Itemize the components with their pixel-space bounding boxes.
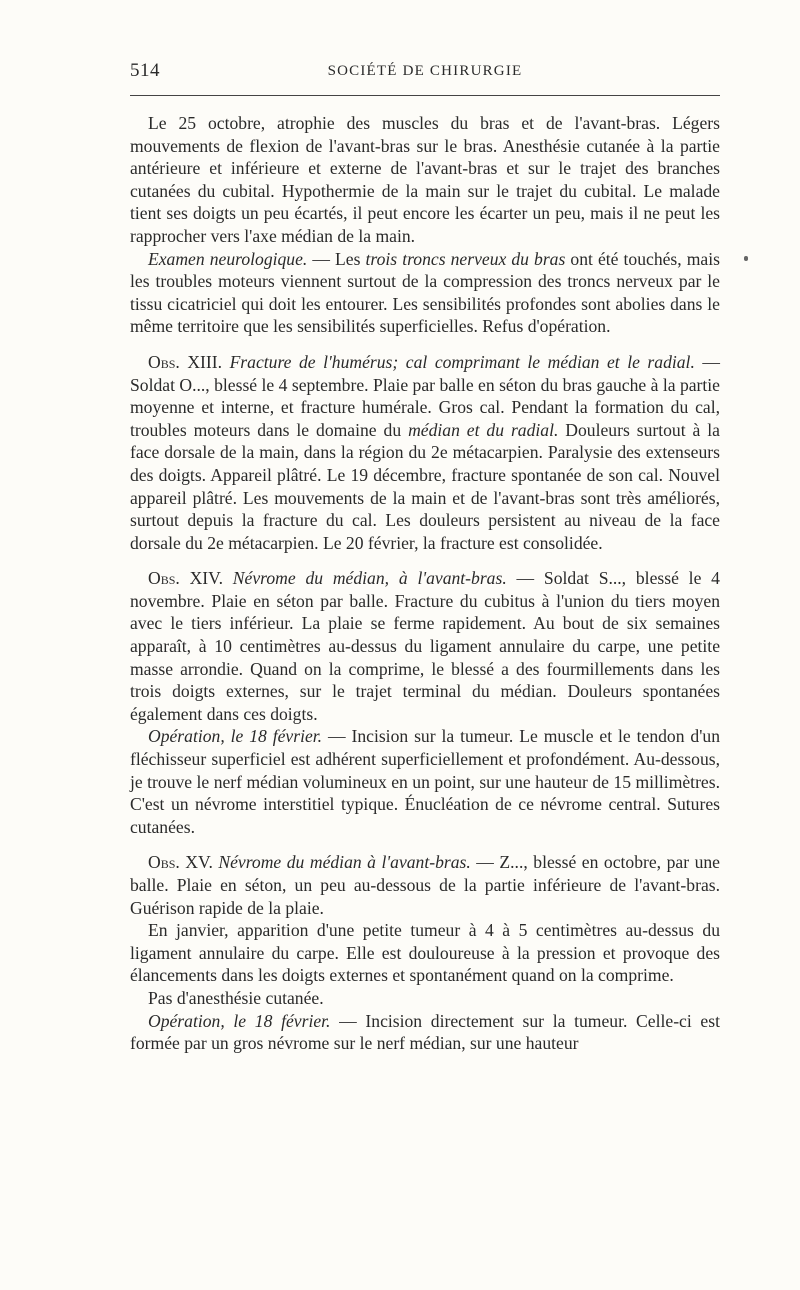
observation-label: Obs. XIV. — [148, 568, 223, 589]
paragraph: Pas d'anesthésie cutanée. — [148, 987, 324, 1008]
italic-text: médian et du radial. — [408, 419, 559, 440]
body-text — [130, 112, 720, 1055]
operation-title: Opération, le 18 février. — [148, 1010, 331, 1031]
observation-14: Obs. XIV. Névrome du médian, à l'avant-bras. — Soldat S..., blessé le 4 novembre. Plaie en séton par balle. Fracture du cubitus à l'union du tiers moyen avec le tiers inférieur. La plaie se ferme rapidement. Au bout de six semaines apparaît, à 10 centimètres au-dessus du ligament annulaire du carpe, une petite masse arrondie. Quand on la comprime, le blessé a des fourmillements dans les trois doigts externes, sur le trajet terminal du médian. Douleurs spontanées également dans ces doigts. — [130, 568, 720, 724]
italic-text: trois troncs nerveux du bras — [365, 248, 566, 269]
spacer — [130, 338, 720, 351]
running-head: SOCIÉTÉ DE CHIRURGIE — [327, 63, 523, 79]
margin-speck — [744, 256, 748, 261]
spacer — [130, 838, 720, 851]
page-number: 514 — [130, 60, 160, 81]
page-header — [130, 60, 720, 86]
operation-paragraph: Opération, le 18 février. — Incision directement sur la tumeur. Celle-ci est formée par un gros névrome sur le nerf médian, sur une hauteur — [130, 1010, 720, 1054]
observation-13: Obs. XIII. Fracture de l'humérus; cal comprimant le médian et le radial. — Soldat O..., blessé le 4 septembre. Plaie par balle en séton du bras gauche à la partie moyenne et interne, et fracture humérale. Gros cal. Pendant la formation du cal, troubles moteurs dans le domaine du médian et du radial. Douleurs surtout à la face dorsale de la main, dans la région du 2e métacarpien. Paralysie des extenseurs des doigts. Appareil plâtré. Le 19 décembre, fracture spontanée de son cal. Nouvel appareil plâtré. Les mouvements de la main et de l'avant-bras sont très améliorés, surtout depuis la fracture du cal. Les douleurs persistent au niveau de la face dorsale du 2e métacarpien. Le 20 février, la fracture est consolidée. — [130, 351, 720, 553]
observation-title: Fracture de l'humérus; cal comprimant le médian et le radial. — [229, 351, 695, 372]
section-title: Examen neurologique. — [148, 248, 308, 269]
spacer — [130, 554, 720, 567]
observation-title: Névrome du médian à l'avant-bras. — [218, 852, 471, 873]
observation-title: Névrome du médian, à l'avant-bras. — [232, 568, 507, 589]
header-rule — [130, 95, 720, 96]
paragraph: En janvier, apparition d'une petite tumeur à 4 à 5 centimètres au-dessus du ligament annulaire du carpe. Elle est douloureuse à la pression et provoque des élancements dans les doigts externes et spontanément quand on la comprime. — [130, 920, 720, 986]
operation-paragraph: Opération, le 18 février. — Incision sur la tumeur. Le muscle et le tendon d'un fléchisseur superficiel est adhérent superficiellement et profondément. Au-dessous, je trouve le nerf médian volumineux en un point, sur une hauteur de 15 millimètres. C'est un névrome interstitiel typique. Énucléation de ce névrome central. Sutures cutanées. — [130, 726, 720, 837]
paragraph: Examen neurologique. — Les trois troncs nerveux du bras ont été touchés, mais les troubles moteurs viennent surtout de la compression des troncs nerveux par le tissu cicatriciel qui doit les entourer. Les sensibilités profondes sont abolies dans le même territoire que les sensibilités superficielles. Refus d'opération. — [130, 248, 720, 337]
observation-label: Obs. XIII. — [148, 351, 223, 372]
paragraph: Le 25 octobre, atrophie des muscles du bras et de l'avant-bras. Légers mouvements de flexion de l'avant-bras sur le bras. Anesthésie cutanée à la partie antérieure et inférieure et externe de l'avant-bras et sur le trajet des branches cutanées du cubital. Hypothermie de la main sur le trajet du cubital. Le malade tient ses doigts un peu écartés, il peut encore les écarter un peu, mais il ne peut les rapprocher vers l'axe médian de la main. — [130, 113, 720, 246]
operation-title: Opération, le 18 février. — [148, 726, 323, 747]
observation-label: Obs. XV. — [148, 852, 213, 873]
observation-15: Obs. XV. Névrome du médian à l'avant-bras. — Z..., blessé en octobre, par une balle. Plaie en séton, un peu au-dessous de la partie inférieure de l'avant-bras. Guérison rapide de la plaie. — [130, 852, 720, 918]
